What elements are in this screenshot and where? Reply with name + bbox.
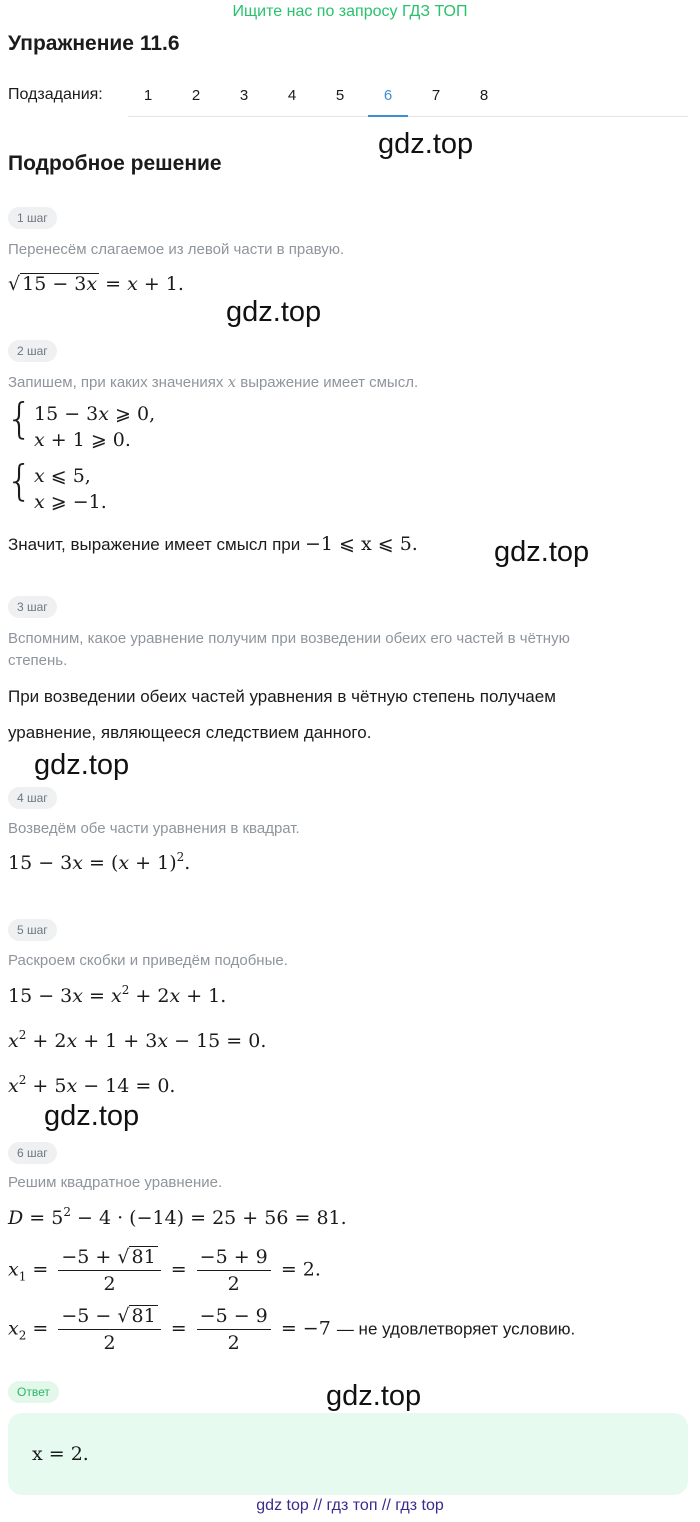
math-equation: √ 15 − 3x = x + 1. — [8, 273, 184, 295]
section-title: Подробное решение — [8, 152, 222, 175]
step-hint — [8, 371, 418, 394]
step-hint: Возведём обе части уравнения в квадрат. — [8, 820, 300, 837]
watermark: gdz.top — [326, 1380, 422, 1412]
math-root-x2: $x_2$ = $\frac{-5 - √ 81}{2}$ = $\frac{-5 - 9}{2}$ = −7 — не удовлетворяет условию. — [8, 1305, 576, 1354]
step-badge: 6 шаг — [8, 1142, 57, 1164]
step-hint: Раскроем скобки и приведём подобные. — [8, 952, 288, 969]
math-equation: $x^2 + 2x + 1 + 3x - 15 = 0$. — [8, 1028, 267, 1052]
system-brace: { — [6, 456, 33, 505]
watermark: gdz.top — [34, 749, 130, 781]
subtask-tab-3[interactable]: 3 — [239, 87, 249, 104]
footer-links[interactable]: gdz top // гдз топ // гдз top — [256, 1497, 444, 1514]
answer-badge: Ответ — [8, 1381, 59, 1403]
subtask-tab-5[interactable]: 5 — [335, 87, 345, 104]
system-brace: { — [6, 394, 33, 443]
hint-variable: x — [227, 373, 237, 391]
step-hint: Перенесём слагаемое из левой части в правую. — [8, 241, 345, 258]
math-inequality: x + 1 ⩾ 0. — [34, 429, 131, 451]
rejection-note: — не удовлетворяет условию. — [336, 1319, 576, 1339]
step-badge: 3 шаг — [8, 596, 57, 618]
math-discriminant: $D = 5^2 - 4 \cdot (-14) = 25 + 56 = 81$. — [8, 1205, 347, 1229]
watermark: gdz.top — [226, 296, 322, 328]
hint-text: Запишем, при каких значениях — [8, 374, 224, 391]
hint-text: выражение имеет смысл. — [240, 374, 419, 391]
step-hint: Решим квадратное уравнение. — [8, 1174, 223, 1191]
subtask-tab-8[interactable]: 8 — [479, 87, 489, 104]
step-text: уравнение, являющееся следствием данного. — [8, 723, 372, 742]
math-equation: $15 - 3x = (x + 1)^2$. — [8, 850, 191, 874]
search-banner[interactable]: Ищите нас по запросу ГДЗ ТОП — [232, 3, 468, 20]
step-badge: 2 шаг — [8, 340, 57, 362]
step-badge: 4 шаг — [8, 787, 57, 809]
answer-box — [8, 1413, 688, 1495]
math-root-x1: $x_1$ = $\frac{-5 + √ 81}{2}$ = $\frac{-5 + 9}{2}$ = 2. — [8, 1246, 321, 1295]
subtask-tab-7[interactable]: 7 — [431, 87, 441, 104]
answer-value: x = 2. — [32, 1443, 89, 1465]
math-equation: $x^2 + 5x - 14 = 0$. — [8, 1073, 176, 1097]
conclusion-label: Значит, выражение имеет смысл при — [8, 535, 301, 554]
step-hint: степень. — [8, 652, 68, 669]
subtasks-tabs — [128, 76, 688, 117]
step-text: При возведении обеих частей уравнения в чётную степень получаем — [8, 687, 556, 706]
step-badge: 5 шаг — [8, 919, 57, 941]
subtask-tab-1[interactable]: 1 — [143, 87, 153, 104]
subtask-tab-4[interactable]: 4 — [287, 87, 297, 104]
subtask-tab-6[interactable]: 6 — [368, 76, 408, 117]
subtask-tab-2[interactable]: 2 — [191, 87, 201, 104]
step-badge: 1 шаг — [8, 207, 57, 229]
subtasks-label: Подзадания: — [8, 86, 103, 103]
watermark: gdz.top — [494, 536, 590, 568]
watermark: gdz.top — [44, 1100, 140, 1132]
math-equation: $15 - 3x = x^2 + 2x + 1$. — [8, 983, 227, 1007]
conclusion-text — [8, 533, 418, 555]
watermark: gdz.top — [378, 128, 474, 160]
conclusion-math: −1 ⩽ x ⩽ 5. — [304, 533, 418, 555]
math-inequality: x ⩾ −1. — [34, 491, 107, 513]
step-hint: Вспомним, какое уравнение получим при возведении обеих его частей в чётную — [8, 630, 570, 647]
page-title: Упражнение 11.6 — [8, 32, 180, 55]
math-inequality: 15 − 3x ⩾ 0, — [34, 403, 156, 425]
math-inequality: x ⩽ 5, — [34, 465, 91, 487]
